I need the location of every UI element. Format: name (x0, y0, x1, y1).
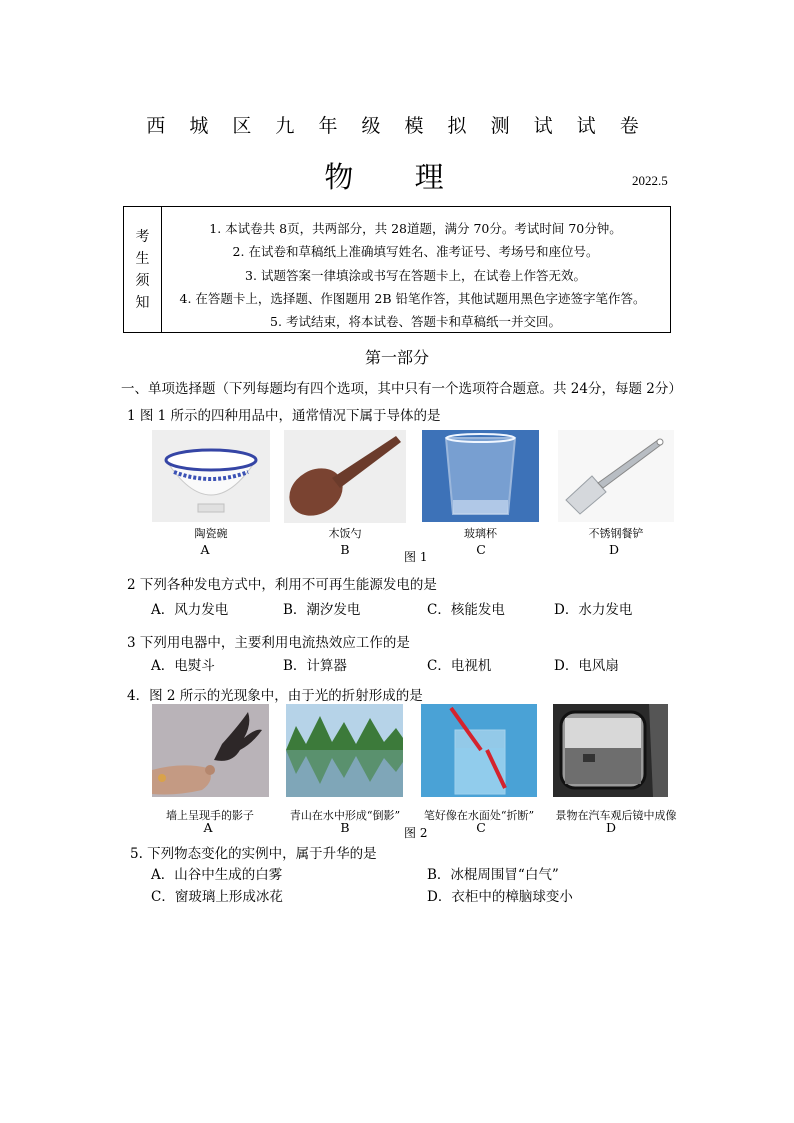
image-caption: 景物在汽车观后镜中成像 (555, 809, 677, 822)
question-1-stem: 1 图 1 所示的四种用品中，通常情况下属于导体的是 (127, 408, 441, 424)
image-caption: 陶瓷碗 (194, 527, 228, 540)
option-letter: C (476, 542, 486, 557)
option: B．潮汐发电 (283, 602, 361, 618)
notice-label-char: 考 (135, 228, 150, 245)
option: D．电风扇 (554, 658, 619, 674)
ceramic-bowl-image (152, 430, 270, 522)
exam-date: 2022.5 (632, 173, 668, 188)
question-3-stem: 3 下列用电器中，主要利用电流热效应工作的是 (127, 635, 410, 651)
image-caption: 笔好像在水面处“折断” (423, 809, 535, 822)
glass-cup-image (422, 430, 539, 522)
car-mirror-image (553, 704, 668, 797)
notice-item: 5. 考试结束，将本试卷、答题卡和草稿纸一并交回。 (270, 314, 561, 330)
option-letter: A (203, 820, 213, 835)
option: A．电熨斗 (151, 658, 215, 674)
image-caption: 不锈钢餐铲 (588, 527, 644, 540)
notice-items (161, 217, 670, 333)
question-4-stem: 4．图 2 所示的光现象中，由于光的折射形成的是 (127, 688, 423, 704)
notice-item: 3. 试题答案一律填涂或书写在答题卡上，在试卷上作答无效。 (245, 267, 586, 283)
option: D．衣柜中的樟脑球变小 (427, 889, 573, 905)
notice-label-char: 知 (135, 294, 150, 311)
notice-label-char: 须 (135, 272, 150, 289)
question-2-stem: 2 下列各种发电方式中，利用不可再生能源发电的是 (127, 577, 437, 593)
option: B．冰棍周围冒“白气” (427, 867, 559, 883)
option: C．窗玻璃上形成冰花 (151, 889, 283, 905)
figure-label: 图 2 (404, 826, 428, 840)
hand-shadow-image (152, 704, 269, 797)
wooden-spoon-image (284, 430, 406, 523)
image-caption: 青山在水中形成“倒影” (289, 809, 401, 822)
notice-box (123, 206, 671, 333)
option-letter: D (605, 820, 617, 835)
option-letter: D (608, 542, 620, 557)
option-letter: A (200, 542, 210, 557)
question-5-stem: 5. 下列物态变化的实例中，属于升华的是 (130, 846, 377, 862)
option: A．风力发电 (151, 602, 229, 618)
steel-spatula-image (558, 430, 674, 522)
figure-label: 图 1 (404, 550, 428, 564)
option-letter: B (340, 542, 350, 557)
notice-item: 4. 在答题卡上，选择题、作图题用 2B 铅笔作答，其他试题用黑色字迹签字笔作答。 (179, 290, 646, 306)
notice-item: 2. 在试卷和草稿纸上准确填写姓名、准考证号、考场号和座位号。 (232, 244, 599, 260)
subject-title: 物 理 (324, 160, 470, 194)
mountain-reflection-image (286, 704, 403, 797)
option: C．电视机 (427, 658, 492, 674)
image-caption: 木饭勺 (328, 527, 362, 540)
pencil-in-water-image (421, 704, 537, 797)
notice-item: 1. 本试卷共 8页，共两部分，共 28道题，满分 70分。考试时间 70分钟。 (209, 221, 622, 236)
notice-label (124, 207, 162, 332)
exam-title: 西 城 区 九 年 级 模 拟 测 试 试 卷 (146, 115, 648, 137)
option: D．水力发电 (554, 602, 633, 618)
image-caption: 墙上呈现手的影子 (166, 809, 254, 822)
notice-label-char: 生 (135, 250, 150, 267)
option: B．计算器 (283, 658, 347, 674)
option-letter: B (340, 820, 350, 835)
image-caption: 玻璃杯 (464, 527, 497, 540)
section-heading: 第一部分 (364, 348, 429, 367)
option: C．核能发电 (427, 602, 505, 618)
option-letter: C (476, 820, 486, 835)
option: A．山谷中生成的白雾 (151, 867, 283, 883)
instruction: 一、单项选择题（下列每题均有四个选项，其中只有一个选项符合题意。共 24分，每题 2分） (121, 381, 682, 397)
